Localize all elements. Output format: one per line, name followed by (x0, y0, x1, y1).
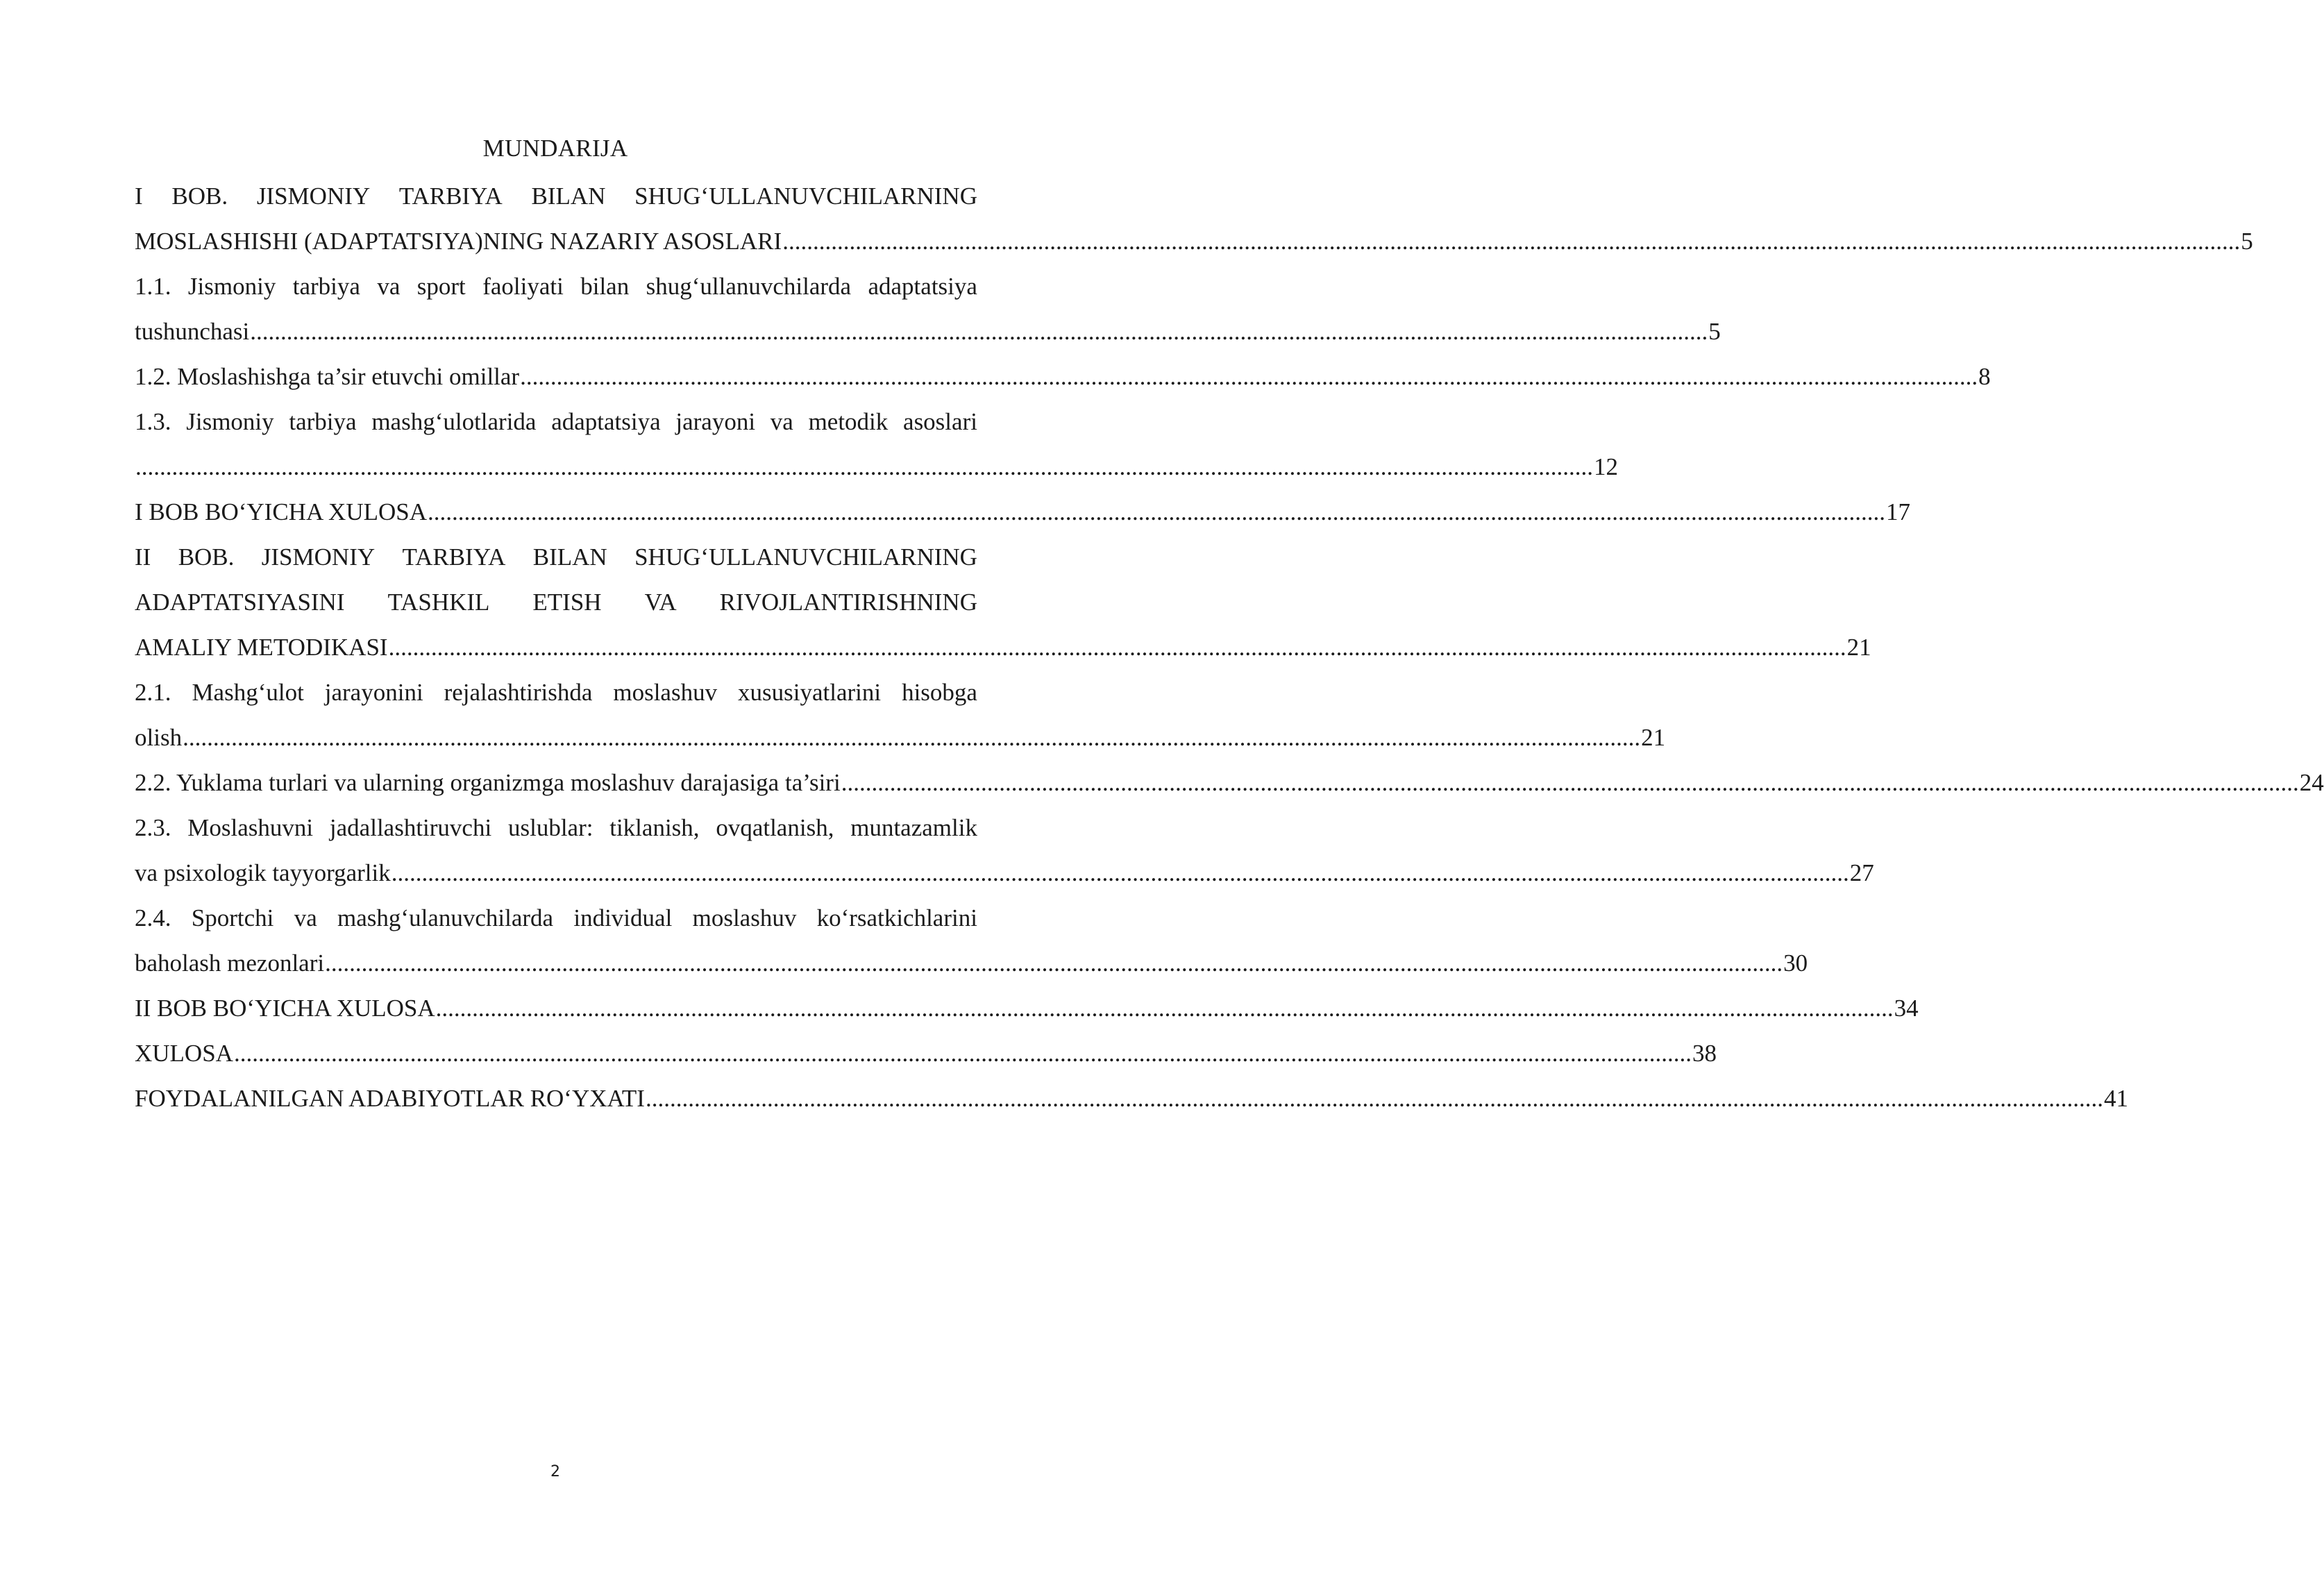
toc-page-number: 21 (1641, 724, 1666, 751)
toc-page-number: 21 (1846, 634, 1871, 661)
toc-word: ko‘rsatkichlarini (816, 904, 977, 931)
toc-word: BILAN (531, 183, 606, 210)
toc-word: Mashg‘ulot (192, 679, 304, 706)
dot-leader: ................................................................................................................................................................................................................................................ (388, 634, 1846, 661)
dot-leader: ................................................................................................................................................................................................................................................ (250, 318, 1708, 345)
toc-entry-last-line (135, 444, 1618, 489)
page-number: 2 (550, 1463, 560, 1480)
toc-entry-title: tushunchasi (135, 318, 250, 345)
toc-entry[interactable] (135, 1031, 1717, 1076)
toc-word: SHUG‘ULLANUVCHILARNING (634, 543, 977, 571)
toc-word: faoliyati (482, 273, 564, 300)
toc-entry[interactable] (135, 986, 1919, 1031)
toc-page-number: 5 (1708, 318, 1721, 345)
toc-word: TASHKIL (387, 589, 490, 616)
toc-word: mashg‘ulanuvchilarda (337, 904, 554, 931)
toc-page-number: 41 (2103, 1085, 2128, 1112)
toc-word: va (377, 273, 401, 300)
toc-entry-title: olish (135, 724, 183, 751)
toc-page-number: 30 (1783, 949, 1808, 977)
toc-word: metodik (808, 408, 889, 435)
toc-entry[interactable] (135, 264, 1721, 354)
toc-entry-last-line (135, 940, 1808, 986)
dot-leader: ................................................................................................................................................................................................................................................ (233, 1040, 1692, 1067)
toc-entry-line (135, 264, 977, 309)
toc-word: bilan (580, 273, 630, 300)
toc-entry-title: MOSLASHISHI (ADAPTATSIYA)NING NAZARIY ASOSLARI (135, 228, 782, 255)
toc-entry-line (135, 895, 977, 940)
toc-word: BILAN (532, 543, 607, 571)
toc-entry-title: XULOSA (135, 1040, 233, 1067)
toc-word: ovqatlanish, (716, 814, 834, 841)
toc-entry-last-line (135, 309, 1721, 354)
toc-word: uslublar: (507, 814, 593, 841)
toc-word: 1.1. (135, 273, 171, 300)
toc-word: Sportchi (191, 904, 274, 931)
toc-entry-last-line (135, 850, 1874, 895)
toc-page-number: 34 (1894, 995, 1919, 1022)
toc-word: I (135, 183, 143, 210)
dot-leader: ................................................................................................................................................................................................................................................ (520, 363, 1978, 390)
toc-word: II (135, 543, 151, 571)
toc-word: Moslashuvni (187, 814, 314, 841)
toc-entry-line (135, 174, 977, 219)
toc-word: Jismoniy (187, 273, 276, 300)
dot-leader: ................................................................................................................................................................................................................................................ (135, 453, 1593, 480)
toc-entry-line (135, 580, 977, 625)
toc-word: BOB. (178, 543, 235, 571)
toc-word: va (294, 904, 317, 931)
toc-word: tarbiya (292, 273, 360, 300)
toc-word: tiklanish, (609, 814, 700, 841)
toc-word: ETISH (532, 589, 602, 616)
dot-leader: ................................................................................................................................................................................................................................................ (841, 769, 2299, 796)
toc-entry-title: 1.2. Moslashishga ta’sir etuvchi omillar (135, 363, 520, 390)
toc-entry-last-line (135, 1076, 2128, 1121)
dot-leader: ................................................................................................................................................................................................................................................ (391, 859, 1849, 886)
toc-word: hisobga (902, 679, 977, 706)
toc-entry-line (135, 670, 977, 715)
dot-leader: ................................................................................................................................................................................................................................................ (183, 724, 1641, 751)
toc-entry[interactable] (135, 489, 1910, 534)
toc-entry[interactable] (135, 354, 1991, 399)
toc-word: individual (573, 904, 673, 931)
toc-word: mashg‘ulotlarida (371, 408, 537, 435)
toc-word: TARBIYA (402, 543, 506, 571)
toc-page-number: 12 (1594, 453, 1618, 480)
toc-entry-title: AMALIY METODIKASI (135, 634, 388, 661)
toc-entry[interactable] (135, 760, 2324, 805)
toc-entry[interactable] (135, 895, 1808, 986)
toc-entry-line (135, 399, 977, 444)
toc-word: jarayoni (675, 408, 756, 435)
toc-word: moslashuv (692, 904, 797, 931)
toc-page-number: 38 (1692, 1040, 1717, 1067)
toc-entry-last-line (135, 715, 1666, 760)
toc-word: rejalashtirishda (444, 679, 593, 706)
toc-entry-line (135, 534, 977, 580)
toc-entry-last-line (135, 760, 2324, 805)
toc-word: RIVOJLANTIRISHNING (719, 589, 977, 616)
toc-entry-title: 2.2. Yuklama turlari va ularning organizmga moslashuv darajasiga ta’siri (135, 769, 841, 796)
toc-word: tarbiya (289, 408, 357, 435)
toc-word: Jismoniy (186, 408, 274, 435)
toc-entry[interactable] (135, 174, 2253, 264)
toc-word: JISMONIY (261, 543, 376, 571)
toc-entry-last-line (135, 489, 1910, 534)
toc-word: ADAPTATSIYASINI (135, 589, 345, 616)
toc-word: 1.3. (135, 408, 171, 435)
toc-word: muntazamlik (850, 814, 977, 841)
toc-entry-last-line (135, 625, 1871, 670)
toc-entry-last-line (135, 354, 1991, 399)
toc-title: MUNDARIJA (482, 135, 628, 162)
toc-word: va (770, 408, 793, 435)
toc-entry-last-line (135, 1031, 1717, 1076)
toc-page-number: 5 (2241, 228, 2253, 255)
toc-word: asoslari (903, 408, 977, 435)
toc-entry[interactable] (135, 399, 1618, 489)
toc-word: xususiyatlarini (738, 679, 882, 706)
toc-entry-title: I BOB BO‘YICHA XULOSA (135, 498, 427, 525)
toc-word: JISMONIY (256, 183, 371, 210)
toc-entry-title: FOYDALANILGAN ADABIYOTLAR RO‘YXATI (135, 1085, 645, 1112)
toc-word: adaptatsiya (868, 273, 977, 300)
dot-leader: ................................................................................................................................................................................................................................................ (435, 995, 1894, 1022)
dot-leader: ................................................................................................................................................................................................................................................ (325, 949, 1783, 977)
toc-entry[interactable] (135, 1076, 2128, 1121)
table-of-contents (135, 174, 2324, 1121)
toc-word: jadallashtiruvchi (329, 814, 492, 841)
toc-entry-last-line (135, 986, 1919, 1031)
toc-word: SHUG‘ULLANUVCHILARNING (634, 183, 977, 210)
toc-entry-title: II BOB BO‘YICHA XULOSA (135, 995, 435, 1022)
toc-word: 2.4. (135, 904, 171, 931)
toc-word: 2.1. (135, 679, 171, 706)
toc-page-number: 8 (1978, 363, 1991, 390)
toc-entry-title: baholash mezonlari (135, 949, 325, 977)
toc-word: BOB. (171, 183, 228, 210)
dot-leader: ................................................................................................................................................................................................................................................ (428, 498, 1885, 525)
dot-leader: ................................................................................................................................................................................................................................................ (645, 1085, 2103, 1112)
toc-entry[interactable] (135, 534, 1871, 670)
toc-word: TARBIYA (398, 183, 503, 210)
toc-word: moslashuv (613, 679, 718, 706)
toc-entry-title: va psixologik tayyorgarlik (135, 859, 391, 886)
toc-word: jarayonini (324, 679, 423, 706)
toc-entry[interactable] (135, 670, 1666, 760)
toc-entry[interactable] (135, 805, 1874, 895)
toc-word: adaptatsiya (551, 408, 661, 435)
toc-page-number: 17 (1886, 498, 1910, 525)
toc-entry-last-line (135, 219, 2253, 264)
toc-page-number: 24 (2299, 769, 2324, 796)
toc-word: 2.3. (135, 814, 171, 841)
toc-page-number: 27 (1849, 859, 1874, 886)
toc-word: VA (644, 589, 677, 616)
toc-word: shug‘ullanuvchilarda (646, 273, 852, 300)
toc-word: sport (416, 273, 466, 300)
toc-entry-line (135, 805, 977, 850)
dot-leader: ................................................................................................................................................................................................................................................ (782, 228, 2241, 255)
